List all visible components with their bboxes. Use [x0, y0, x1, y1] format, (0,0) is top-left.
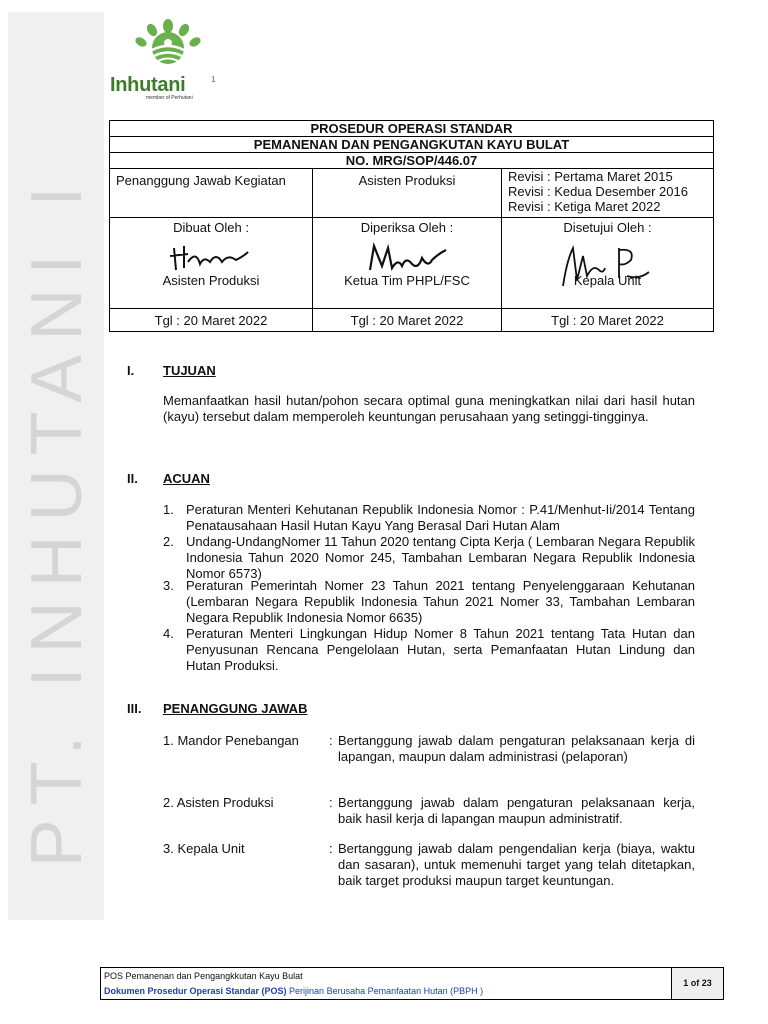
- section-title: TUJUAN: [163, 363, 216, 378]
- responsibility-colon: :: [329, 795, 333, 810]
- section-number: II.: [127, 471, 138, 486]
- sign-cell-made: [110, 218, 313, 309]
- sign-label-checked: Diperiksa Oleh :: [360, 220, 454, 235]
- logo-brand-text: Inhutani: [110, 74, 186, 96]
- responsibility-colon: :: [329, 733, 333, 748]
- footer-title-box: [101, 968, 672, 999]
- sign-cell-checked: [313, 218, 502, 309]
- section-penanggung-jawab: [127, 701, 697, 911]
- sop-number: NO. MRG/SOP/446.07: [110, 153, 714, 169]
- pj-label: Penanggung Jawab Kegiatan: [110, 169, 313, 218]
- sign-date-approved: Tgl : 20 Maret 2022: [502, 309, 714, 332]
- logo-superscript: 1: [211, 75, 216, 84]
- footer-doc-title: POS Pemanenan dan Pengangkkutan Kayu Bulat: [104, 971, 303, 981]
- list-item-number: 1.: [163, 502, 174, 517]
- responsibility-text: Bertanggung jawab dalam pengaturan pelaksanaan kerja, baik hasil kerja di lapangan maupun administratif.: [338, 795, 695, 826]
- responsibility-role: 1. Mandor Penebangan: [163, 733, 299, 748]
- section-paragraph: Memanfaatkan hasil hutan/pohon secara optimal guna meningkatkan nilai dari hasil hutan (kayu) tersebut dalam memperoleh keuntungan perusahaan yang setinggi-tingginya.: [163, 393, 695, 424]
- responsibility-text: Bertanggung jawab dalam pengendalian kerja (biaya, waktu dan sasaran), untuk memenuhi target yang telah ditetapkan, baik target produksi maupun target keuntungan.: [338, 841, 695, 888]
- responsibility-colon: :: [329, 841, 333, 856]
- sign-role-made: Asisten Produksi: [162, 273, 260, 288]
- sop-title: PROSEDUR OPERASI STANDAR: [110, 121, 714, 137]
- footer-doc-type: [104, 986, 483, 996]
- section-acuan: [127, 471, 697, 681]
- signature-checked-icon: [362, 240, 452, 276]
- sign-date-checked: Tgl : 20 Maret 2022: [313, 309, 502, 332]
- sign-role-checked: Ketua Tim PHPL/FSC: [344, 273, 470, 288]
- list-item-number: 2.: [163, 534, 174, 549]
- section-title: ACUAN: [163, 471, 210, 486]
- pj-value: Asisten Produksi: [313, 169, 502, 218]
- responsibility-role: 3. Kepala Unit: [163, 841, 245, 856]
- section-title: PENANGGUNG JAWAB: [163, 701, 308, 716]
- sop-header-table: [109, 120, 714, 332]
- section-number: III.: [127, 701, 142, 716]
- list-item-number: 3.: [163, 578, 174, 593]
- revision-3: Revisi : Ketiga Maret 2022: [508, 199, 661, 214]
- side-watermark-text: PT. INHUTANI I: [17, 172, 97, 868]
- responsibility-role: 2. Asisten Produksi: [163, 795, 274, 810]
- footer-doc-type-bold: Dokumen Prosedur Operasi Standar (POS): [104, 986, 287, 996]
- list-item-text: Undang-UndangNomer 11 Tahun 2020 tentang Cipta Kerja ( Lembaran Negara Republik Indonesia Tahun 2020 Nomor 245, Tambahan Lembaran Negara Republik Indonesia Nomor 6573): [186, 534, 695, 581]
- sign-label-approved: Disetujui Oleh :: [563, 220, 652, 235]
- revision-cell: [502, 169, 714, 218]
- section-tujuan: [127, 363, 697, 453]
- list-item-text: Peraturan Menteri Lingkungan Hidup Nomer 8 Tahun 2021 tentang Tata Hutan dan Penyusunan Rencana Pengelolaan Hutan, serta Pemanfaatan Hutan Lindung dan Hutan Produksi.: [186, 626, 695, 673]
- list-item-number: 4.: [163, 626, 174, 641]
- list-item-text: Peraturan Menteri Kehutanan Republik Indonesia Nomor : P.41/Menhut-Ii/2014 Tentang Penatausahaan Hasil Hutan Kayu Yang Berasal Dari Hutan Alam: [186, 502, 695, 533]
- sop-subtitle: PEMANENAN DAN PENGANGKUTAN KAYU BULAT: [110, 137, 714, 153]
- sign-label-made: Dibuat Oleh :: [173, 220, 249, 235]
- signature-made-icon: [166, 240, 256, 274]
- revision-2: Revisi : Kedua Desember 2016: [508, 184, 688, 199]
- sign-date-made: Tgl : 20 Maret 2022: [110, 309, 313, 332]
- sign-cell-approved: [502, 218, 714, 309]
- footer-doc-type-rest: Perijinan Berusaha Pemanfaatan Hutan (PBPH ): [286, 986, 484, 996]
- responsibility-text: Bertanggung jawab dalam pengaturan pelaksanaan kerja di lapangan, maupun dalam administrasi (pelaporan): [338, 733, 695, 764]
- page-footer: [100, 967, 724, 1000]
- list-item-text: Peraturan Pemerintah Nomer 23 Tahun 2021 tentang Penyelenggaraan Kehutanan (Lembaran Negara Republik Indonesia Tahun 2021 Nomer 33, Tambahan Lembaran Negara Republik Indonesia Nomor 6635): [186, 578, 695, 625]
- sign-role-approved: Kepala Unit: [573, 273, 642, 288]
- revision-1: Revisi : Pertama Maret 2015: [508, 169, 673, 184]
- section-number: I.: [127, 363, 135, 378]
- page-number: 1 of 23: [672, 968, 723, 999]
- logo-subtitle: member of Perhutani: [146, 95, 193, 101]
